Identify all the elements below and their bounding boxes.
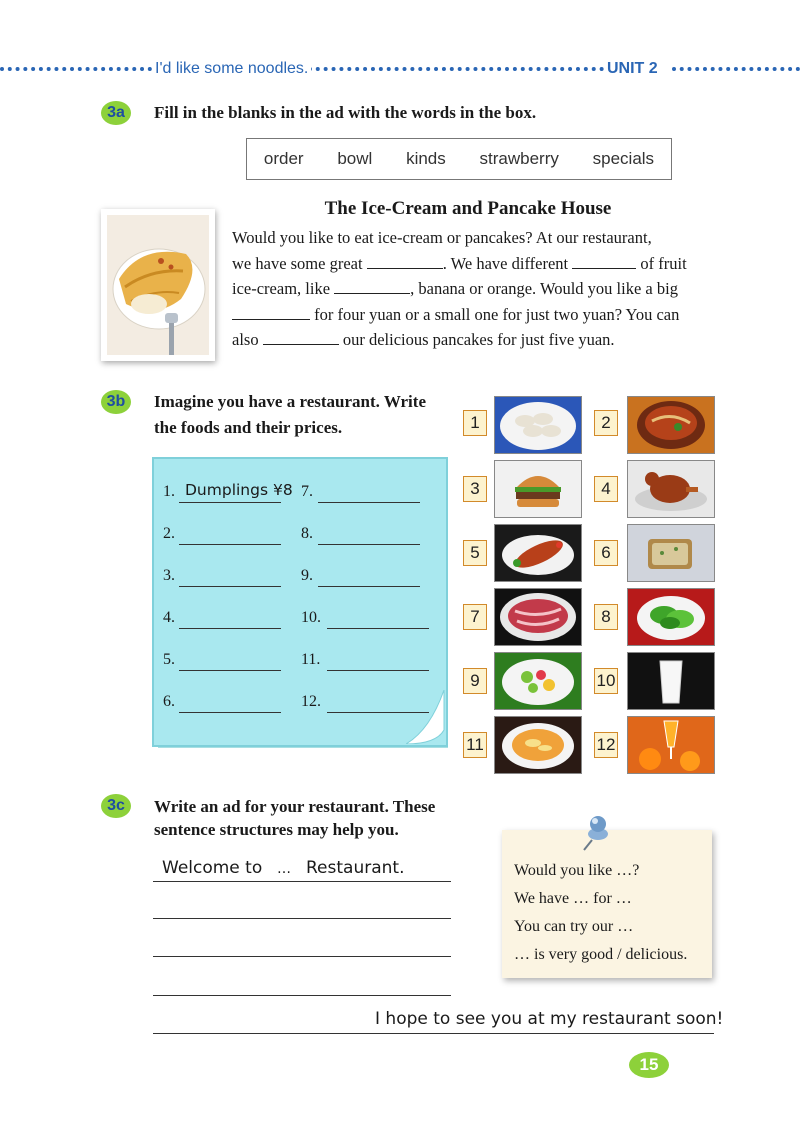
header-dots-right: [672, 67, 800, 71]
word-bowl: bowl: [337, 149, 373, 168]
food-photo-roast-chicken: [627, 460, 715, 518]
food-photo-noodle-soup: [627, 396, 715, 454]
ad-line-4: for four yuan or a small one for just two yuan? You can: [232, 302, 704, 328]
entry-number-9: 9.: [301, 567, 313, 584]
pancake-illustration: [101, 209, 215, 361]
word-specials: specials: [592, 149, 655, 168]
ad-line-1: Would you like to eat ice-cream or pancakes? At our restaurant,: [232, 228, 652, 247]
badge-3b: 3b: [101, 390, 131, 414]
answer-line-3[interactable]: [179, 586, 281, 587]
food-photo-soup: [494, 716, 582, 774]
answer-line-8[interactable]: [318, 544, 420, 545]
food-number-10: 10: [594, 668, 618, 694]
writing-line-4[interactable]: [153, 995, 451, 996]
food-number-4: 4: [594, 476, 618, 502]
header-unit-label: UNIT 2: [604, 60, 661, 78]
badge-3a: 3a: [101, 101, 131, 125]
entry-number-8: 8.: [301, 525, 313, 542]
food-number-2: 2: [594, 410, 618, 436]
sticky-line-1: Would you like …?: [514, 862, 640, 879]
food-number-1: 1: [463, 410, 487, 436]
ad-line-5: also our delicious pancakes for just five yuan.: [232, 330, 615, 349]
entry-number-12: 12.: [301, 693, 321, 710]
restaurant-text: Restaurant.: [306, 858, 405, 878]
entry-number-2: 2.: [163, 525, 175, 542]
food-number-7: 7: [463, 604, 487, 630]
entry-number-5: 5.: [163, 651, 175, 668]
entry-number-4: 4.: [163, 609, 175, 626]
instruction-3a: Fill in the blanks in the ad with the words in the box.: [154, 103, 537, 122]
sticky-line-4: … is very good / delicious.: [514, 946, 688, 963]
example-answer: Dumplings ¥8: [185, 481, 293, 499]
header-lesson-title: I'd like some noodles.: [152, 60, 311, 78]
note-page-curl: [406, 690, 446, 744]
food-photo-bread: [627, 524, 715, 582]
entry-number-6: 6.: [163, 693, 175, 710]
food-number-11: 11: [463, 732, 487, 758]
instruction-3b-line1: Imagine you have a restaurant. Write: [154, 392, 426, 411]
writing-line-3[interactable]: [153, 956, 451, 957]
answer-line-7[interactable]: [318, 502, 420, 503]
pushpin-icon: [578, 812, 618, 852]
food-photo-vegetables: [627, 588, 715, 646]
blank-5[interactable]: [263, 330, 339, 345]
ad-title: The Ice-Cream and Pancake House: [324, 198, 612, 219]
word-kinds: kinds: [406, 149, 446, 168]
header-dots-middle: [300, 67, 604, 71]
entry-number-7: 7.: [301, 483, 313, 500]
food-photo-meat: [494, 588, 582, 646]
food-number-12: 12: [594, 732, 618, 758]
food-photo-orange-juice: [627, 716, 715, 774]
sticky-line-3: You can try our …: [514, 918, 634, 935]
food-number-6: 6: [594, 540, 618, 566]
food-photo-fish: [494, 524, 582, 582]
answer-line-6[interactable]: [179, 712, 281, 713]
closing-sentence: I hope to see you at my restaurant soon!: [375, 1009, 724, 1029]
word-box: [246, 138, 672, 180]
answer-line-2[interactable]: [179, 544, 281, 545]
food-number-8: 8: [594, 604, 618, 630]
answer-line-12[interactable]: [327, 712, 429, 713]
writing-line-5[interactable]: [153, 1033, 714, 1034]
blank-4[interactable]: [232, 305, 310, 320]
food-number-5: 5: [463, 540, 487, 566]
food-number-3: 3: [463, 476, 487, 502]
ad-line-3: ice-cream, like , banana or orange. Would you like a big: [232, 279, 678, 298]
food-photo-dumplings: [494, 396, 582, 454]
word-order: order: [263, 149, 304, 168]
answer-line-5[interactable]: [179, 670, 281, 671]
instruction-3c-line2: sentence structures may help you.: [154, 820, 399, 839]
welcome-text: Welcome to: [162, 858, 263, 878]
instruction-3c-line1: Write an ad for your restaurant. These: [154, 797, 436, 816]
entry-number-3: 3.: [163, 567, 175, 584]
page-number: 15: [629, 1052, 669, 1078]
word-strawberry: strawberry: [479, 149, 559, 168]
food-photo-milk: [627, 652, 715, 710]
ad-line-2: we have some great . We have different of fruit: [232, 253, 687, 273]
blank-3[interactable]: [334, 279, 410, 294]
food-number-9: 9: [463, 668, 487, 694]
blank-2[interactable]: [572, 254, 636, 269]
badge-3c: 3c: [101, 794, 131, 818]
ad-text: [232, 225, 704, 353]
sticky-line-2: We have … for …: [514, 890, 632, 907]
pancake-photo: [101, 209, 215, 361]
writing-line-2[interactable]: [153, 918, 451, 919]
answer-line-9[interactable]: [318, 586, 420, 587]
food-photo-salad: [494, 652, 582, 710]
instruction-3b-line2: the foods and their prices.: [154, 418, 343, 437]
answer-line-4[interactable]: [179, 628, 281, 629]
writing-line-1[interactable]: [153, 881, 451, 882]
answer-line-11[interactable]: [327, 670, 429, 671]
welcome-ellipsis: …: [277, 861, 291, 877]
header-dots-left: [0, 67, 152, 71]
answer-line-10[interactable]: [327, 628, 429, 629]
entry-number-11: 11.: [301, 651, 321, 668]
note-card: [152, 457, 448, 747]
entry-number-10: 10.: [301, 609, 321, 626]
blank-1[interactable]: [367, 254, 443, 269]
entry-number-1: 1.: [163, 483, 175, 500]
answer-line-1[interactable]: [179, 502, 281, 503]
food-photo-hamburger: [494, 460, 582, 518]
